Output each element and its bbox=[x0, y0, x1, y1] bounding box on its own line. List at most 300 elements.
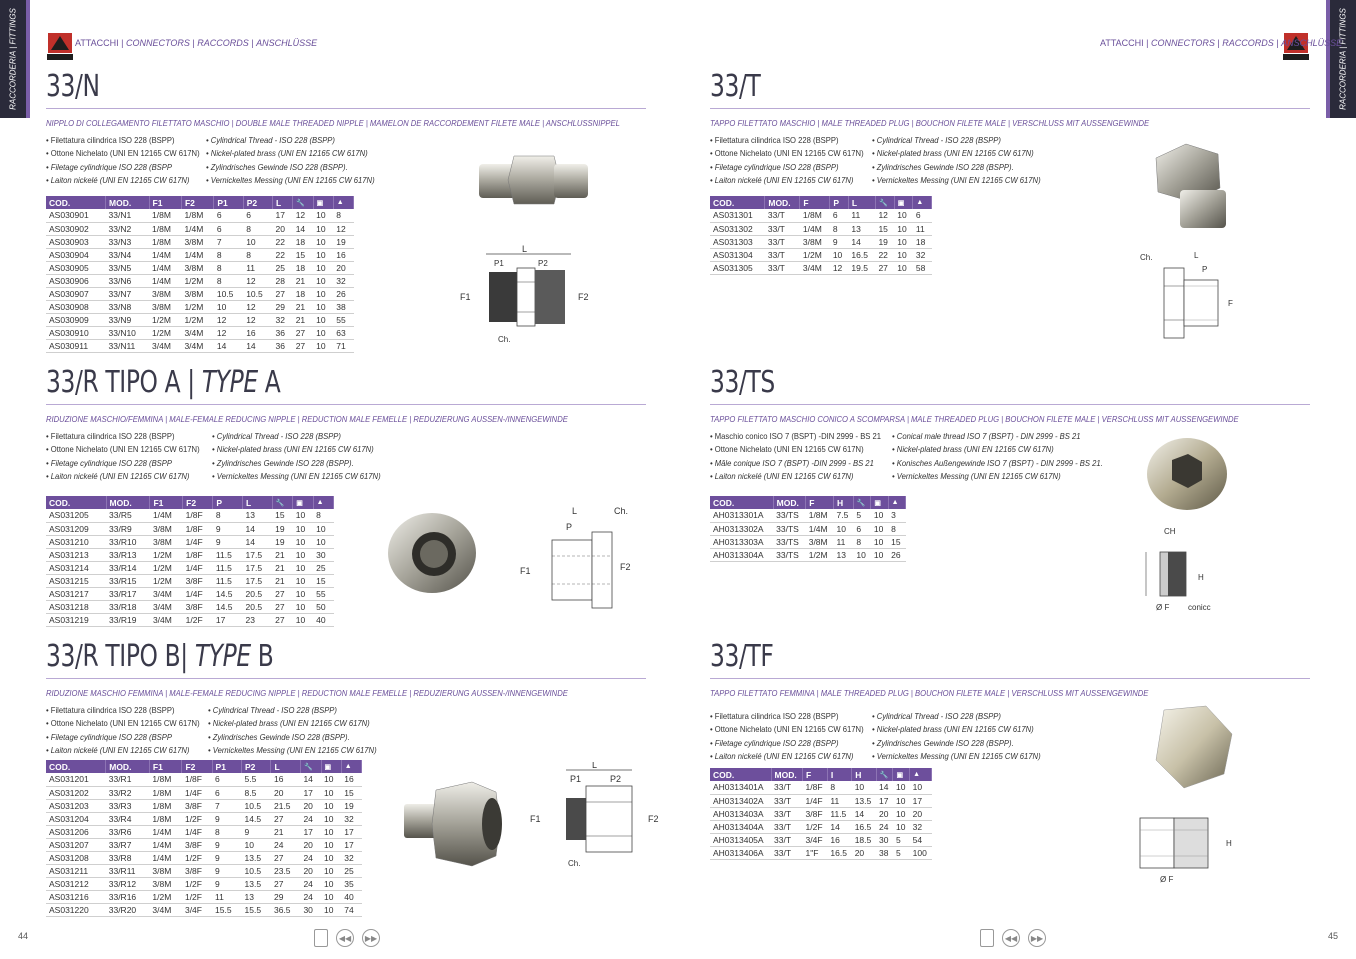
table-cell: 8.5 bbox=[242, 786, 271, 799]
technical-drawing bbox=[1138, 244, 1258, 354]
table-cell: 25 bbox=[341, 864, 361, 877]
table-row bbox=[46, 235, 354, 248]
table-cell: 1/2M bbox=[150, 561, 183, 574]
table-cell: 33/R8 bbox=[106, 851, 150, 864]
brand-de: ANSCHLÜSSE bbox=[1281, 38, 1343, 48]
table-cell: 11.5 bbox=[213, 548, 243, 561]
page-number-left: 44 bbox=[18, 931, 29, 941]
table-cell: 10 bbox=[894, 248, 913, 261]
title-main: 33/R TIPO A | bbox=[46, 365, 202, 400]
table-cell: AS031205 bbox=[46, 509, 106, 522]
table-cell: 33/T bbox=[771, 820, 803, 833]
table-cell: 19 bbox=[875, 235, 894, 248]
table-cell: 17 bbox=[300, 786, 321, 799]
table-cell: 33/R2 bbox=[106, 786, 150, 799]
section-title: 33/N bbox=[46, 69, 100, 104]
table-cell: 24 bbox=[876, 820, 893, 833]
table-cell: AS030904 bbox=[46, 248, 106, 261]
page-number-right: 45 bbox=[1327, 931, 1338, 941]
table-cell: 12 bbox=[243, 313, 272, 326]
table-row bbox=[46, 522, 334, 535]
side-tab-left-label: RACCORDERIA | FITTINGS bbox=[8, 8, 18, 110]
table-cell: 15 bbox=[888, 535, 905, 548]
table-row bbox=[710, 781, 932, 794]
table-cell: 1/2M bbox=[149, 890, 182, 903]
table-cell: AS031207 bbox=[46, 838, 106, 851]
table-row bbox=[46, 825, 362, 838]
table-cell: 5 bbox=[853, 509, 871, 522]
next-page-button[interactable]: ▶▶ bbox=[1028, 929, 1046, 947]
table-cell: 35 bbox=[341, 877, 361, 890]
table-cell: 8 bbox=[243, 248, 272, 261]
table-cell: 33/N9 bbox=[106, 313, 150, 326]
table-cell: 9 bbox=[830, 235, 849, 248]
table-cell: 27 bbox=[272, 600, 293, 613]
table-row bbox=[710, 833, 932, 846]
table-cell: 1/4M bbox=[149, 248, 181, 261]
brand-fr: RACCORDS bbox=[1222, 38, 1274, 48]
bullet: • Laiton nickelé (UNI EN 12165 CW 617N) bbox=[46, 470, 190, 481]
table-cell: 1/4F bbox=[183, 535, 213, 548]
table-cell: AS031219 bbox=[46, 613, 106, 626]
table-cell: AS030901 bbox=[46, 209, 106, 222]
bullet: • Ottone Nichelato (UNI EN 12165 CW 617N) bbox=[46, 717, 200, 728]
table-cell: 14 bbox=[243, 535, 273, 548]
table-cell: 17 bbox=[341, 825, 361, 838]
bullet: • Zylindrisches Gewinde ISO 228 (BSPP). bbox=[212, 458, 354, 468]
table-cell: 24 bbox=[300, 812, 321, 825]
bullet: • Filettatura cilindrica ISO 228 (BSPP) bbox=[46, 705, 175, 715]
table-header-row bbox=[46, 760, 362, 773]
bullet: • Filetage cylindrique ISO 228 (BSPP bbox=[46, 458, 172, 468]
table-cell: AS030906 bbox=[46, 274, 106, 287]
table-cell: 9 bbox=[212, 838, 241, 851]
bullet: • Ottone Nichelato (UNI EN 12165 CW 617N) bbox=[46, 147, 200, 158]
table-cell: 3/8M bbox=[181, 287, 213, 300]
table-cell: 16 bbox=[827, 833, 851, 846]
table-cell: 10 bbox=[313, 287, 333, 300]
table-cell: 16 bbox=[271, 773, 300, 786]
table-cell: 15.5 bbox=[242, 903, 271, 916]
table-row bbox=[46, 864, 362, 877]
table-cell: 3/8F bbox=[182, 838, 212, 851]
table-cell: 10.5 bbox=[242, 799, 271, 812]
section-divider bbox=[710, 108, 1310, 109]
table-cell: 17.5 bbox=[243, 548, 273, 561]
table-row bbox=[710, 535, 906, 548]
column-header: MOD. bbox=[765, 196, 800, 209]
table-cell: 33/R18 bbox=[106, 600, 150, 613]
table-cell: AS031202 bbox=[46, 786, 106, 799]
table-cell: 22 bbox=[875, 248, 894, 261]
table-cell: 1/8M bbox=[149, 786, 182, 799]
column-header: MOD. bbox=[106, 496, 150, 509]
table-cell: 10 bbox=[293, 587, 313, 600]
table-cell: 3/8M bbox=[149, 287, 181, 300]
table-cell: 71 bbox=[333, 339, 353, 352]
table-cell: 15.5 bbox=[212, 903, 241, 916]
table-row bbox=[710, 222, 932, 235]
table-cell: 6 bbox=[212, 773, 241, 786]
table-cell: 29 bbox=[271, 890, 300, 903]
bullets-left bbox=[46, 430, 200, 482]
dim-label: F1 bbox=[530, 814, 541, 824]
column-header: COD. bbox=[46, 496, 106, 509]
table-cell: 21 bbox=[272, 574, 293, 587]
brand-sep: | bbox=[118, 38, 127, 48]
table-cell: 1/4M bbox=[149, 825, 182, 838]
table-cell: 32 bbox=[333, 274, 353, 287]
table-cell: 24 bbox=[300, 851, 321, 864]
table-cell: 13 bbox=[242, 890, 271, 903]
table-cell: 1/8M bbox=[149, 235, 181, 248]
table-cell: 13.5 bbox=[242, 851, 271, 864]
table-cell: 10 bbox=[214, 300, 243, 313]
table-cell: 30 bbox=[300, 903, 321, 916]
table-cell: 1/4M bbox=[149, 851, 182, 864]
bullet: • Filetage cylindrique ISO 228 (BSPP bbox=[46, 162, 172, 172]
column-header: I bbox=[827, 768, 851, 781]
bullet: • Nickel-plated brass (UNI EN 12165 CW 617N) bbox=[892, 443, 1054, 454]
table-cell: 1"F bbox=[803, 846, 828, 859]
table-cell: 10 bbox=[313, 209, 333, 222]
table-cell: 21 bbox=[293, 300, 313, 313]
dim-label: F1 bbox=[460, 292, 471, 302]
table-cell: 3/8M bbox=[800, 235, 830, 248]
table-cell: 8 bbox=[213, 509, 243, 522]
table-cell: 3 bbox=[888, 509, 905, 522]
bullet: • Filetage cylindrique ISO 228 (BSPP) bbox=[710, 738, 839, 748]
table-cell: 33/R3 bbox=[106, 799, 150, 812]
table-cell: 10 bbox=[321, 838, 341, 851]
table-row bbox=[46, 561, 334, 574]
bullet: • Cylindrical Thread - ISO 228 (BSPP) bbox=[208, 705, 337, 715]
bullet: • Zylindrisches Gewinde ISO 228 (BSPP). bbox=[208, 732, 350, 742]
bullet: • Laiton nickelé (UNI EN 12165 CW 617N) bbox=[46, 744, 190, 755]
table-cell: AH0313402A bbox=[710, 794, 771, 807]
spec-table bbox=[710, 496, 906, 562]
table-cell: AS031304 bbox=[710, 248, 765, 261]
table-cell: 8 bbox=[214, 248, 243, 261]
dim-label: CH bbox=[1164, 527, 1176, 536]
table-cell: 11 bbox=[212, 890, 241, 903]
table-cell: 36 bbox=[273, 326, 293, 339]
table-cell: 6 bbox=[913, 209, 932, 222]
document-icon[interactable] bbox=[314, 929, 328, 947]
table-cell: 13 bbox=[834, 548, 854, 561]
dim-label: F bbox=[1228, 299, 1233, 308]
previous-page-button[interactable]: ◀◀ bbox=[336, 929, 354, 947]
table-cell: 28 bbox=[273, 274, 293, 287]
table-row bbox=[710, 261, 932, 274]
column-header: F2 bbox=[183, 496, 213, 509]
table-cell: 11 bbox=[834, 535, 854, 548]
table-cell: 3/4F bbox=[803, 833, 828, 846]
table-cell: 74 bbox=[341, 903, 361, 916]
bullet: • Conical male thread ISO 7 (BSPT) - DIN 2999 - BS 21 bbox=[892, 431, 1081, 441]
table-cell: 21 bbox=[272, 561, 293, 574]
table-cell: 17 bbox=[300, 825, 321, 838]
table-cell: 10 bbox=[894, 235, 913, 248]
table-cell: 21 bbox=[272, 548, 293, 561]
title-tail: B bbox=[250, 639, 274, 674]
table-cell: AS031216 bbox=[46, 890, 106, 903]
table-cell: 5 bbox=[893, 833, 910, 846]
table-row bbox=[46, 851, 362, 864]
table-cell: 1/8F bbox=[183, 548, 213, 561]
bullet: • Filetage cylindrique ISO 228 (BSPP) bbox=[710, 162, 839, 172]
table-row bbox=[46, 600, 334, 613]
table-header-row bbox=[46, 196, 354, 209]
bullet: • Vernickeltes Messing (UNI EN 12165 CW 617N) bbox=[872, 750, 1041, 761]
table-row bbox=[46, 786, 362, 799]
table-cell: 6 bbox=[214, 222, 243, 235]
table-cell: 20 bbox=[300, 838, 321, 851]
table-cell: 16.5 bbox=[852, 820, 876, 833]
column-header: L bbox=[273, 196, 293, 209]
table-cell: 12 bbox=[830, 261, 849, 274]
weight-icon: ▲ bbox=[888, 496, 905, 509]
section-subtitle: RIDUZIONE MASCHIO/FEMMINA | MALE-FEMALE REDUCING NIPPLE | REDUCTION MALE FEMELLE | REDUZIERUNG AUSSEN-/INNENGEWINDE bbox=[46, 414, 568, 424]
table-cell: 1/2F bbox=[182, 877, 212, 890]
table-cell: 12 bbox=[214, 313, 243, 326]
section-divider bbox=[46, 404, 646, 405]
table-cell: 10 bbox=[871, 509, 888, 522]
table-cell: AS031206 bbox=[46, 825, 106, 838]
table-cell: 1/2M bbox=[150, 548, 183, 561]
previous-page-button[interactable]: ◀◀ bbox=[1002, 929, 1020, 947]
table-cell: 20 bbox=[300, 864, 321, 877]
bullet: • Vernickeltes Messing (UNI EN 12165 CW 617N) bbox=[212, 470, 381, 481]
table-cell: 26 bbox=[333, 287, 353, 300]
table-row bbox=[46, 877, 362, 890]
table-cell: 10 bbox=[893, 781, 910, 794]
table-cell: 27 bbox=[875, 261, 894, 274]
table-cell: 16 bbox=[243, 326, 272, 339]
technical-drawing bbox=[522, 762, 662, 872]
table-cell: AS030903 bbox=[46, 235, 106, 248]
table-cell: 10 bbox=[321, 864, 341, 877]
table-header-row bbox=[710, 496, 906, 509]
table-cell: 15 bbox=[341, 786, 361, 799]
bullet: • Nickel-plated brass (UNI EN 12165 CW 617N) bbox=[872, 147, 1034, 158]
table-cell: 21 bbox=[293, 274, 313, 287]
bullet: • Nickel-plated brass (UNI EN 12165 CW 617N) bbox=[872, 723, 1034, 734]
table-row bbox=[46, 261, 354, 274]
table-cell: 21 bbox=[293, 313, 313, 326]
table-cell: 11.5 bbox=[213, 561, 243, 574]
table-cell: 9 bbox=[213, 535, 243, 548]
table-cell: 1/8F bbox=[182, 773, 212, 786]
table-cell: 1/8M bbox=[149, 799, 182, 812]
technical-drawing bbox=[1142, 524, 1252, 616]
table-cell: AH0313403A bbox=[710, 807, 771, 820]
box-icon: ▣ bbox=[894, 196, 913, 209]
table-cell: 25 bbox=[313, 561, 333, 574]
table-cell: 63 bbox=[333, 326, 353, 339]
dim-label: P1 bbox=[570, 774, 582, 784]
table-cell: AS031217 bbox=[46, 587, 106, 600]
table-cell: 14 bbox=[243, 522, 273, 535]
table-cell: 33/TS bbox=[773, 548, 806, 561]
bullets-left bbox=[46, 134, 200, 186]
column-header: COD. bbox=[710, 196, 765, 209]
table-cell: 1/8F bbox=[183, 509, 213, 522]
bullet: • Filettatura cilindrica ISO 228 (BSPP) bbox=[710, 711, 839, 721]
spec-table bbox=[710, 196, 932, 275]
wrench-icon: 🔧 bbox=[875, 196, 894, 209]
table-cell: 1/4F bbox=[182, 786, 212, 799]
bullet: • Cylindrical Thread - ISO 228 (BSPP) bbox=[206, 135, 335, 145]
brand-en: CONNECTORS bbox=[1151, 38, 1215, 48]
table-cell: 3/8F bbox=[182, 799, 212, 812]
table-cell: 3/4M bbox=[181, 339, 213, 352]
bullet: • Ottone Nichelato (UNI EN 12165 CW 617N) bbox=[710, 147, 864, 158]
section-33tf bbox=[710, 639, 1310, 922]
table-cell: 33/R14 bbox=[106, 561, 150, 574]
table-cell: 3/8F bbox=[803, 807, 828, 820]
table-cell: 10.5 bbox=[242, 864, 271, 877]
bullet: • Ottone Nichelato (UNI EN 12165 CW 617N) bbox=[710, 723, 864, 734]
table-cell: 11 bbox=[827, 794, 851, 807]
table-cell: 6 bbox=[243, 209, 272, 222]
section-33n bbox=[46, 69, 646, 362]
table-cell: 13 bbox=[848, 222, 875, 235]
column-header: P2 bbox=[243, 196, 272, 209]
table-cell: 9 bbox=[212, 877, 241, 890]
wrench-icon: 🔧 bbox=[876, 768, 893, 781]
table-cell: 3/8M bbox=[149, 877, 182, 890]
table-cell: 20 bbox=[910, 807, 932, 820]
table-cell: 1/8F bbox=[183, 522, 213, 535]
dim-label: P2 bbox=[610, 774, 622, 784]
table-cell: 7.5 bbox=[834, 509, 854, 522]
dim-label: H bbox=[1198, 573, 1204, 582]
table-cell: 33/N5 bbox=[106, 261, 150, 274]
table-cell: 18 bbox=[293, 287, 313, 300]
dim-label: L bbox=[1194, 251, 1199, 260]
table-cell: 33/T bbox=[771, 833, 803, 846]
table-cell: 18.5 bbox=[852, 833, 876, 846]
table-cell: 1/4M bbox=[150, 509, 183, 522]
fitting-photo bbox=[1146, 140, 1236, 232]
bullet: • Filettatura cilindrica ISO 228 (BSPP) bbox=[46, 135, 175, 145]
table-row bbox=[710, 209, 932, 222]
table-cell: 1/2F bbox=[803, 820, 828, 833]
fitting-photo bbox=[382, 508, 482, 598]
table-cell: 10 bbox=[313, 222, 333, 235]
table-cell: 10 bbox=[894, 222, 913, 235]
table-cell: 6 bbox=[830, 209, 849, 222]
table-cell: AS031203 bbox=[46, 799, 106, 812]
table-cell: 33/T bbox=[765, 261, 800, 274]
next-page-button[interactable]: ▶▶ bbox=[362, 929, 380, 947]
brand-fr: RACCORDS bbox=[197, 38, 249, 48]
table-cell: 33/R17 bbox=[106, 587, 150, 600]
table-cell: AH0313303A bbox=[710, 535, 773, 548]
section-divider bbox=[710, 404, 1310, 405]
table-cell: 8 bbox=[827, 781, 851, 794]
brand-sep: | bbox=[189, 38, 198, 48]
section-33r-type-a bbox=[46, 365, 646, 630]
table-cell: 1/2M bbox=[800, 248, 830, 261]
brand-sep: | bbox=[1273, 38, 1282, 48]
table-cell: 10 bbox=[313, 313, 333, 326]
section-title bbox=[46, 639, 274, 674]
table-cell: 20 bbox=[271, 786, 300, 799]
bullet: • Mâle conique ISO 7 (BSPT) -DIN 2999 - BS 21 bbox=[710, 458, 874, 468]
table-cell: 40 bbox=[341, 890, 361, 903]
table-cell: 24 bbox=[271, 838, 300, 851]
bullet: • Maschio conico ISO 7 (BSPT) -DIN 2999 - BS 21 bbox=[710, 431, 882, 441]
table-cell: 10 bbox=[293, 548, 313, 561]
column-header: COD. bbox=[710, 768, 771, 781]
table-cell: 10 bbox=[293, 613, 313, 626]
bullet: • Laiton nickelé (UNI EN 12165 CW 617N) bbox=[710, 470, 854, 481]
table-cell: 22 bbox=[273, 248, 293, 261]
table-cell: AS031220 bbox=[46, 903, 106, 916]
weight-icon: ▲ bbox=[341, 760, 361, 773]
dim-label: F1 bbox=[520, 566, 531, 576]
table-cell: 10 bbox=[321, 851, 341, 864]
table-cell: 20 bbox=[852, 846, 876, 859]
table-cell: 10 bbox=[293, 600, 313, 613]
dim-label: H bbox=[1226, 839, 1232, 848]
table-cell: 1/4F bbox=[183, 587, 213, 600]
table-cell: 38 bbox=[333, 300, 353, 313]
table-cell: 33/T bbox=[765, 248, 800, 261]
table-cell: 19 bbox=[272, 522, 293, 535]
table-cell: 33/R5 bbox=[106, 509, 150, 522]
table-cell: 20.5 bbox=[243, 600, 273, 613]
table-cell: 3/8M bbox=[150, 522, 183, 535]
table-row bbox=[46, 838, 362, 851]
bullet: • Zylindrisches Gewinde ISO 228 (BSPP). bbox=[872, 738, 1014, 748]
bullets-right bbox=[872, 134, 1041, 186]
table-cell: 3/4M bbox=[149, 339, 181, 352]
fitting-photo bbox=[1144, 700, 1238, 794]
table-cell: 32 bbox=[341, 851, 361, 864]
table-cell: 10 bbox=[321, 877, 341, 890]
table-cell: 8 bbox=[313, 509, 333, 522]
table-cell: 1/8M bbox=[800, 209, 830, 222]
table-cell: AS031218 bbox=[46, 600, 106, 613]
table-cell: 10 bbox=[852, 781, 876, 794]
table-cell: AS031201 bbox=[46, 773, 106, 786]
dim-label: conicc bbox=[1188, 603, 1211, 612]
title-main: 33/R TIPO B| bbox=[46, 639, 195, 674]
document-icon[interactable] bbox=[980, 929, 994, 947]
dim-label: Ø F bbox=[1156, 603, 1170, 612]
table-cell: 1/2M bbox=[149, 313, 181, 326]
table-cell: 1/4M bbox=[149, 274, 181, 287]
section-subtitle: TAPPO FILETTATO FEMMINA | MALE THREADED PLUG | BOUCHON FILETE MALE | VERSCHLUSS MIT AUSSENGEWINDE bbox=[710, 688, 1149, 698]
table-cell: AS031303 bbox=[710, 235, 765, 248]
brand-de: ANSCHLÜSSE bbox=[256, 38, 318, 48]
column-header: H bbox=[852, 768, 876, 781]
table-cell: AS031212 bbox=[46, 877, 106, 890]
table-cell: 54 bbox=[910, 833, 932, 846]
table-cell: 10 bbox=[871, 548, 888, 561]
table-cell: 10 bbox=[293, 535, 313, 548]
table-cell: AH0313405A bbox=[710, 833, 771, 846]
table-cell: 33/R1 bbox=[106, 773, 150, 786]
section-subtitle: TAPPO FILETTATO MASCHIO CONICO A SCOMPARSA | MALE THREADED PLUG | BOUCHON FILETE MALE | VERSCHLUSS MIT AUSSENGEWINDE bbox=[710, 414, 1239, 424]
table-cell: 11 bbox=[913, 222, 932, 235]
bullet: • Zylindrisches Gewinde ISO 228 (BSPP). bbox=[206, 162, 348, 172]
bullet: • Vernickeltes Messing (UNI EN 12165 CW 617N) bbox=[892, 470, 1061, 481]
table-row bbox=[46, 773, 362, 786]
